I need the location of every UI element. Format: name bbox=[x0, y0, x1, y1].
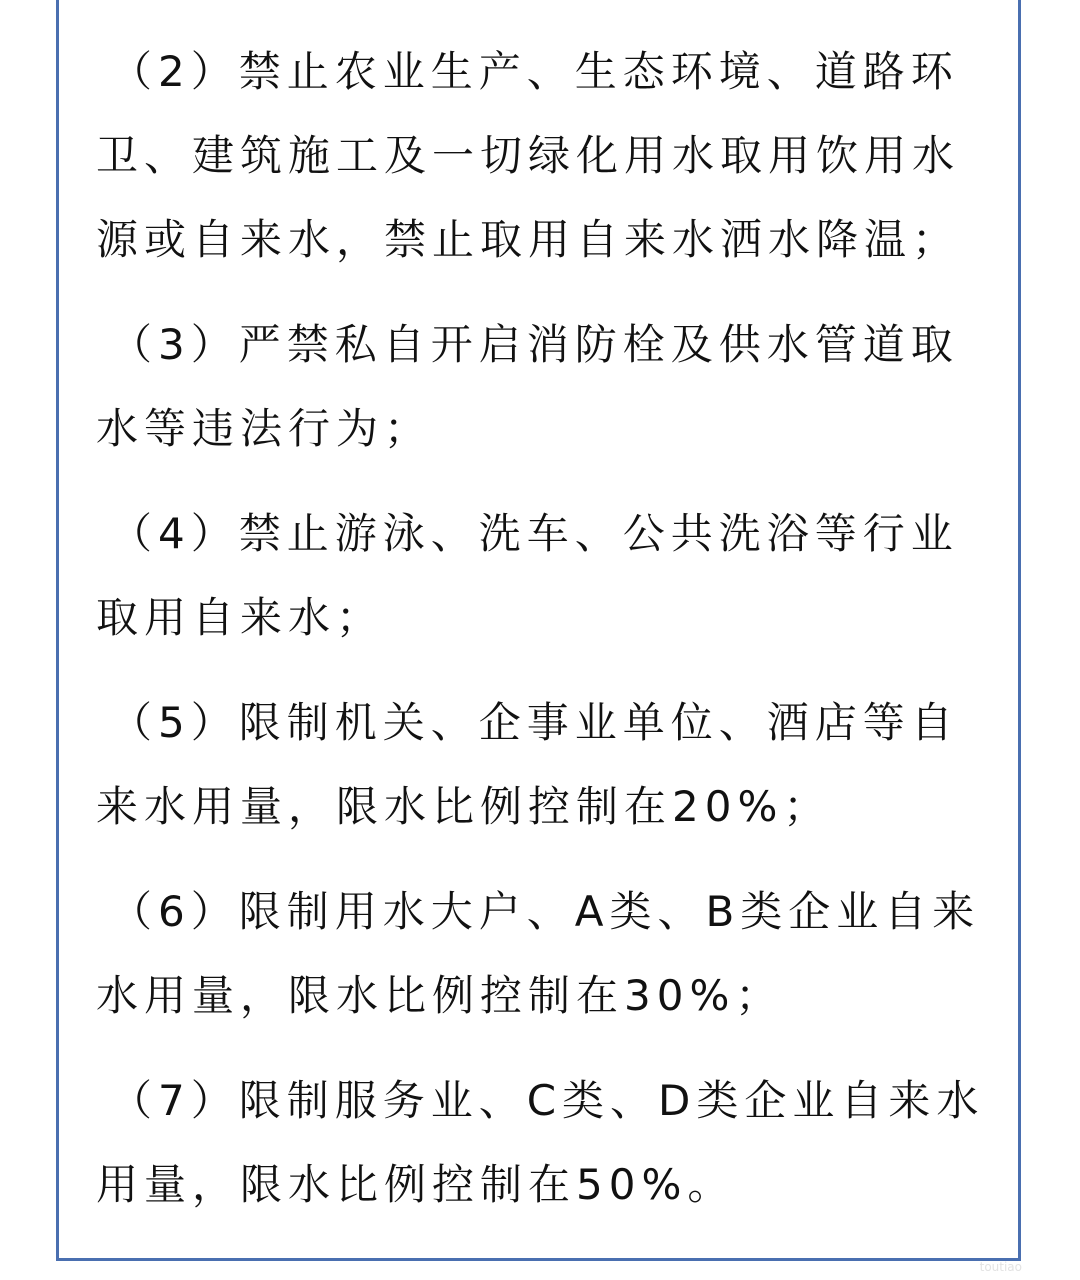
paragraph-item-6: （6）限制用水大户、A类、B类企业自来水用量，限水比例控制在30%； bbox=[96, 887, 981, 1020]
paragraph-item-7: （7）限制服务业、C类、D类企业自来水用量，限水比例控制在50%。 bbox=[96, 1076, 985, 1209]
paragraph-item-5: （5）限制机关、企事业单位、酒店等自来水用量，限水比例控制在20%； bbox=[96, 698, 959, 831]
document-body bbox=[96, 30, 986, 1248]
paragraph-item-4: （4）禁止游泳、洗车、公共洗浴等行业取用自来水； bbox=[96, 509, 959, 642]
paragraph-item-3: （3）严禁私自开启消防栓及供水管道取水等违法行为； bbox=[96, 320, 959, 453]
paragraph-item-2: （2）禁止农业生产、生态环境、道路环卫、建筑施工及一切绿化用水取用饮用水源或自来水，禁止取用自来水洒水降温； bbox=[96, 47, 961, 264]
watermark: toutiao bbox=[979, 1260, 1022, 1274]
